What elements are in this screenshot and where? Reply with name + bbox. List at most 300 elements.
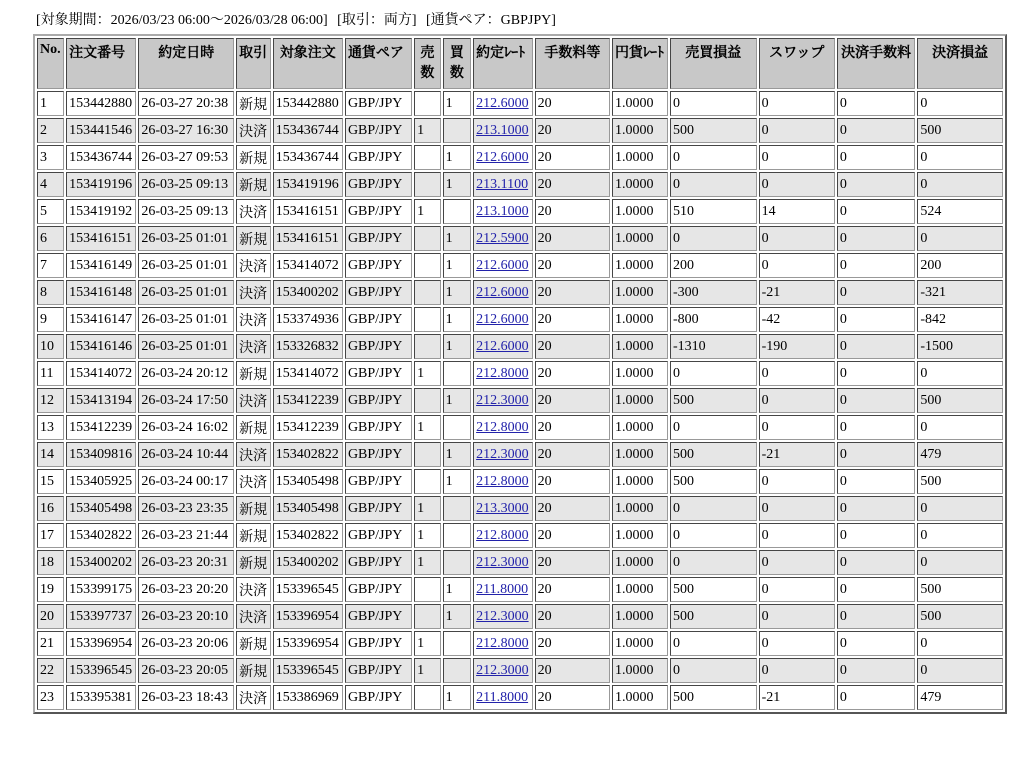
cell-buy-qty: 1 — [443, 334, 472, 359]
cell-no: 2 — [37, 118, 64, 143]
execution-rate-link[interactable]: 212.6000 — [476, 284, 529, 300]
header-col-swap: スワップ — [759, 38, 835, 89]
cell-trading-pl: 0 — [670, 550, 757, 575]
cell-sell-qty — [414, 253, 440, 278]
cell-target-order: 153436744 — [273, 118, 343, 143]
cell-trading-pl: 0 — [670, 415, 757, 440]
cell-swap: 0 — [759, 523, 835, 548]
cell-currency-pair: GBP/JPY — [345, 226, 412, 251]
cell-fee: 20 — [535, 253, 610, 278]
cell-fee: 20 — [535, 604, 610, 629]
cell-trading-pl: 0 — [670, 523, 757, 548]
cell-target-order: 153412239 — [273, 388, 343, 413]
cell-order-number: 153405925 — [66, 469, 136, 494]
cell-buy-qty: 1 — [443, 145, 472, 170]
cell-settlement-pl: 0 — [917, 631, 1003, 656]
cell-execution-datetime: 26-03-24 16:02 — [138, 415, 234, 440]
cell-sell-qty: 1 — [414, 496, 440, 521]
cell-swap: 0 — [759, 226, 835, 251]
cell-execution-rate — [473, 172, 533, 197]
cell-settlement-pl: 500 — [917, 577, 1003, 602]
table-row — [37, 415, 1003, 440]
cell-buy-qty: 1 — [443, 388, 472, 413]
cell-currency-pair: GBP/JPY — [345, 577, 412, 602]
cell-no: 9 — [37, 307, 64, 332]
cell-settlement-fee: 0 — [837, 388, 915, 413]
cell-swap: -190 — [759, 334, 835, 359]
cell-swap: 0 — [759, 469, 835, 494]
cell-swap: -42 — [759, 307, 835, 332]
cell-fee: 20 — [535, 307, 610, 332]
cell-settlement-fee: 0 — [837, 307, 915, 332]
cell-execution-datetime: 26-03-23 20:31 — [138, 550, 234, 575]
cell-trading-pl: 0 — [670, 658, 757, 683]
cell-settlement-pl: 479 — [917, 685, 1003, 710]
header-col-settlement-fee: 決済手数料 — [837, 38, 915, 89]
cell-trading-pl: 0 — [670, 496, 757, 521]
cell-execution-datetime: 26-03-27 16:30 — [138, 118, 234, 143]
cell-execution-rate — [473, 550, 533, 575]
cell-settlement-fee: 0 — [837, 199, 915, 224]
cell-execution-datetime: 26-03-25 01:01 — [138, 334, 234, 359]
cell-swap: 0 — [759, 172, 835, 197]
cell-settlement-fee: 0 — [837, 334, 915, 359]
cell-execution-datetime: 26-03-23 18:43 — [138, 685, 234, 710]
header-col-trading-pl: 売買損益 — [670, 38, 757, 89]
cell-trade-type: 決済 — [236, 253, 271, 278]
cell-buy-qty: 1 — [443, 685, 472, 710]
cell-trading-pl: 0 — [670, 172, 757, 197]
cell-sell-qty: 1 — [414, 118, 440, 143]
cell-order-number: 153413194 — [66, 388, 136, 413]
header-col-execution-rate: 約定ﾚｰﾄ — [473, 38, 533, 89]
cell-execution-datetime: 26-03-24 17:50 — [138, 388, 234, 413]
cell-trading-pl: 500 — [670, 388, 757, 413]
cell-target-order: 153400202 — [273, 550, 343, 575]
cell-execution-datetime: 26-03-23 20:05 — [138, 658, 234, 683]
cell-execution-datetime: 26-03-24 10:44 — [138, 442, 234, 467]
cell-execution-rate — [473, 523, 533, 548]
cell-settlement-fee: 0 — [837, 118, 915, 143]
table-row — [37, 550, 1003, 575]
cell-trade-type: 決済 — [236, 469, 271, 494]
execution-rate-link[interactable]: 213.1100 — [476, 176, 529, 192]
cell-currency-pair: GBP/JPY — [345, 172, 412, 197]
cell-execution-datetime: 26-03-25 09:13 — [138, 172, 234, 197]
cell-settlement-pl: 0 — [917, 523, 1003, 548]
table-row — [37, 334, 1003, 359]
cell-execution-datetime: 26-03-24 20:12 — [138, 361, 234, 386]
cell-buy-qty: 1 — [443, 226, 472, 251]
cell-settlement-pl: 0 — [917, 145, 1003, 170]
cell-jpy-rate: 1.0000 — [612, 307, 668, 332]
cell-execution-datetime: 26-03-23 20:06 — [138, 631, 234, 656]
cell-target-order: 153402822 — [273, 442, 343, 467]
cell-execution-rate — [473, 442, 533, 467]
cell-buy-qty: 1 — [443, 253, 472, 278]
cell-swap: -21 — [759, 280, 835, 305]
execution-rate-link[interactable]: 212.3000 — [476, 608, 529, 624]
cell-buy-qty: 1 — [443, 91, 472, 116]
cell-settlement-pl: 0 — [917, 91, 1003, 116]
cell-settlement-pl: 479 — [917, 442, 1003, 467]
cell-settlement-pl: 0 — [917, 658, 1003, 683]
cell-settlement-fee: 0 — [837, 658, 915, 683]
cell-swap: 0 — [759, 361, 835, 386]
cell-jpy-rate: 1.0000 — [612, 469, 668, 494]
cell-trade-type: 新規 — [236, 361, 271, 386]
cell-no: 3 — [37, 145, 64, 170]
cell-settlement-pl: -1500 — [917, 334, 1003, 359]
header-col-execution-datetime: 約定日時 — [138, 38, 234, 89]
execution-rate-link[interactable]: 212.8000 — [476, 365, 529, 381]
execution-rate-link[interactable]: 212.3000 — [476, 662, 529, 678]
cell-execution-rate — [473, 199, 533, 224]
cell-buy-qty — [443, 496, 472, 521]
cell-no: 1 — [37, 91, 64, 116]
cell-buy-qty — [443, 118, 472, 143]
execution-rate-link[interactable]: 212.3000 — [476, 554, 529, 570]
cell-sell-qty: 1 — [414, 631, 440, 656]
cell-swap: 0 — [759, 496, 835, 521]
table-row — [37, 685, 1003, 710]
cell-currency-pair: GBP/JPY — [345, 550, 412, 575]
cell-trading-pl: -800 — [670, 307, 757, 332]
execution-rate-link[interactable]: 212.8000 — [476, 473, 529, 489]
execution-rate-link[interactable]: 212.6000 — [476, 311, 529, 327]
cell-trade-type: 新規 — [236, 226, 271, 251]
cell-fee: 20 — [535, 118, 610, 143]
cell-trading-pl: 510 — [670, 199, 757, 224]
cell-target-order: 153419196 — [273, 172, 343, 197]
cell-swap: -21 — [759, 442, 835, 467]
cell-currency-pair: GBP/JPY — [345, 496, 412, 521]
cell-currency-pair: GBP/JPY — [345, 604, 412, 629]
header-col-buy-qty: 買 数 — [443, 38, 472, 89]
cell-trading-pl: 0 — [670, 226, 757, 251]
cell-no: 20 — [37, 604, 64, 629]
execution-rate-link[interactable]: 211.8000 — [476, 689, 529, 705]
cell-trade-type: 新規 — [236, 658, 271, 683]
cell-currency-pair: GBP/JPY — [345, 361, 412, 386]
cell-trade-type: 決済 — [236, 577, 271, 602]
cell-trading-pl: 500 — [670, 442, 757, 467]
execution-rate-link[interactable]: 213.3000 — [476, 500, 529, 516]
cell-execution-rate — [473, 631, 533, 656]
cell-no: 14 — [37, 442, 64, 467]
trade-history-table — [33, 34, 1007, 714]
cell-buy-qty — [443, 199, 472, 224]
cell-buy-qty — [443, 658, 472, 683]
cell-sell-qty — [414, 145, 440, 170]
cell-trade-type: 決済 — [236, 604, 271, 629]
cell-fee: 20 — [535, 577, 610, 602]
cell-no: 10 — [37, 334, 64, 359]
cell-execution-rate — [473, 577, 533, 602]
cell-trade-type: 決済 — [236, 307, 271, 332]
cell-execution-rate — [473, 226, 533, 251]
cell-sell-qty — [414, 685, 440, 710]
cell-execution-rate — [473, 118, 533, 143]
cell-target-order: 153414072 — [273, 361, 343, 386]
cell-sell-qty: 1 — [414, 550, 440, 575]
cell-no: 11 — [37, 361, 64, 386]
cell-fee: 20 — [535, 685, 610, 710]
cell-target-order: 153412239 — [273, 415, 343, 440]
cell-swap: 0 — [759, 577, 835, 602]
cell-target-order: 153326832 — [273, 334, 343, 359]
condition-pair: [通貨ペア：GBPJPY] — [426, 13, 556, 28]
execution-rate-link[interactable]: 213.1000 — [476, 122, 529, 138]
cell-settlement-pl: 500 — [917, 604, 1003, 629]
cell-no: 19 — [37, 577, 64, 602]
cell-no: 5 — [37, 199, 64, 224]
cell-execution-datetime: 26-03-23 21:44 — [138, 523, 234, 548]
cell-jpy-rate: 1.0000 — [612, 496, 668, 521]
cell-jpy-rate: 1.0000 — [612, 280, 668, 305]
cell-sell-qty: 1 — [414, 658, 440, 683]
cell-trading-pl: 500 — [670, 685, 757, 710]
cell-settlement-fee: 0 — [837, 496, 915, 521]
cell-settlement-pl: 200 — [917, 253, 1003, 278]
table-header-row — [37, 38, 1003, 89]
execution-rate-link[interactable]: 212.8000 — [476, 635, 529, 651]
cell-settlement-pl: -321 — [917, 280, 1003, 305]
cell-currency-pair: GBP/JPY — [345, 253, 412, 278]
execution-rate-link[interactable]: 211.8000 — [476, 581, 529, 597]
header-col-trade-type: 取引 — [236, 38, 271, 89]
execution-rate-link[interactable]: 212.8000 — [476, 419, 529, 435]
cell-order-number: 153397737 — [66, 604, 136, 629]
cell-settlement-pl: 0 — [917, 415, 1003, 440]
cell-trade-type: 決済 — [236, 334, 271, 359]
table-row — [37, 91, 1003, 116]
cell-fee: 20 — [535, 199, 610, 224]
cell-sell-qty: 1 — [414, 415, 440, 440]
cell-fee: 20 — [535, 388, 610, 413]
cell-fee: 20 — [535, 523, 610, 548]
cell-trading-pl: 500 — [670, 118, 757, 143]
cell-order-number: 153396545 — [66, 658, 136, 683]
cell-swap: 0 — [759, 91, 835, 116]
cell-jpy-rate: 1.0000 — [612, 442, 668, 467]
cell-trade-type: 決済 — [236, 280, 271, 305]
cell-execution-rate — [473, 307, 533, 332]
cell-target-order: 153396954 — [273, 631, 343, 656]
cell-fee: 20 — [535, 631, 610, 656]
cell-swap: -21 — [759, 685, 835, 710]
cell-execution-datetime: 26-03-23 20:10 — [138, 604, 234, 629]
table-row — [37, 604, 1003, 629]
table-row — [37, 658, 1003, 683]
cell-jpy-rate: 1.0000 — [612, 577, 668, 602]
header-col-no: No. — [37, 38, 64, 89]
cell-fee: 20 — [535, 442, 610, 467]
cell-no: 22 — [37, 658, 64, 683]
cell-currency-pair: GBP/JPY — [345, 469, 412, 494]
cell-jpy-rate: 1.0000 — [612, 415, 668, 440]
cell-target-order: 153386969 — [273, 685, 343, 710]
condition-trade: [取引：両方] — [337, 13, 417, 28]
cell-settlement-fee: 0 — [837, 226, 915, 251]
cell-jpy-rate: 1.0000 — [612, 334, 668, 359]
cell-currency-pair: GBP/JPY — [345, 334, 412, 359]
table-row — [37, 469, 1003, 494]
cell-execution-datetime: 26-03-24 00:17 — [138, 469, 234, 494]
cell-execution-datetime: 26-03-23 20:20 — [138, 577, 234, 602]
table-row — [37, 307, 1003, 332]
cell-execution-rate — [473, 604, 533, 629]
cell-swap: 0 — [759, 145, 835, 170]
cell-trading-pl: 0 — [670, 91, 757, 116]
cell-currency-pair: GBP/JPY — [345, 91, 412, 116]
execution-rate-link[interactable]: 212.6000 — [476, 149, 529, 165]
cell-trade-type: 決済 — [236, 199, 271, 224]
cell-jpy-rate: 1.0000 — [612, 118, 668, 143]
cell-trading-pl: -300 — [670, 280, 757, 305]
cell-jpy-rate: 1.0000 — [612, 388, 668, 413]
execution-rate-link[interactable]: 213.1000 — [476, 203, 529, 219]
cell-buy-qty: 1 — [443, 469, 472, 494]
cell-settlement-pl: 500 — [917, 388, 1003, 413]
cell-settlement-pl: 0 — [917, 550, 1003, 575]
cell-execution-rate — [473, 361, 533, 386]
cell-execution-rate — [473, 469, 533, 494]
cell-jpy-rate: 1.0000 — [612, 253, 668, 278]
cell-execution-rate — [473, 280, 533, 305]
cell-swap: 0 — [759, 253, 835, 278]
cell-swap: 0 — [759, 415, 835, 440]
cell-no: 16 — [37, 496, 64, 521]
cell-buy-qty — [443, 631, 472, 656]
cell-target-order: 153396545 — [273, 577, 343, 602]
cell-currency-pair: GBP/JPY — [345, 685, 412, 710]
cell-swap: 0 — [759, 631, 835, 656]
cell-target-order: 153436744 — [273, 145, 343, 170]
table-row — [37, 496, 1003, 521]
execution-rate-link[interactable]: 212.6000 — [476, 338, 529, 354]
cell-fee: 20 — [535, 334, 610, 359]
cell-sell-qty — [414, 469, 440, 494]
cell-order-number: 153409816 — [66, 442, 136, 467]
cell-fee: 20 — [535, 145, 610, 170]
cell-order-number: 153416148 — [66, 280, 136, 305]
cell-execution-datetime: 26-03-27 20:38 — [138, 91, 234, 116]
cell-target-order: 153374936 — [273, 307, 343, 332]
cell-fee: 20 — [535, 91, 610, 116]
cell-settlement-fee: 0 — [837, 577, 915, 602]
cell-no: 4 — [37, 172, 64, 197]
cell-target-order: 153396545 — [273, 658, 343, 683]
cell-settlement-pl: 0 — [917, 496, 1003, 521]
cell-jpy-rate: 1.0000 — [612, 685, 668, 710]
cell-trade-type: 新規 — [236, 145, 271, 170]
cell-execution-datetime: 26-03-27 09:53 — [138, 145, 234, 170]
cell-trading-pl: -1310 — [670, 334, 757, 359]
cell-no: 21 — [37, 631, 64, 656]
cell-settlement-fee: 0 — [837, 91, 915, 116]
cell-settlement-fee: 0 — [837, 469, 915, 494]
cell-trading-pl: 500 — [670, 469, 757, 494]
cell-execution-datetime: 26-03-23 23:35 — [138, 496, 234, 521]
cell-trade-type: 新規 — [236, 550, 271, 575]
table-row — [37, 226, 1003, 251]
cell-execution-rate — [473, 145, 533, 170]
table-row — [37, 631, 1003, 656]
cell-buy-qty — [443, 523, 472, 548]
cell-sell-qty: 1 — [414, 523, 440, 548]
table-row — [37, 361, 1003, 386]
cell-buy-qty: 1 — [443, 577, 472, 602]
cell-order-number: 153402822 — [66, 523, 136, 548]
cell-execution-datetime: 26-03-25 01:01 — [138, 226, 234, 251]
cell-order-number: 153399175 — [66, 577, 136, 602]
cell-jpy-rate: 1.0000 — [612, 172, 668, 197]
cell-settlement-pl: 0 — [917, 172, 1003, 197]
cell-currency-pair: GBP/JPY — [345, 199, 412, 224]
cell-order-number: 153405498 — [66, 496, 136, 521]
cell-no: 13 — [37, 415, 64, 440]
cell-order-number: 153416147 — [66, 307, 136, 332]
cell-jpy-rate: 1.0000 — [612, 604, 668, 629]
cell-trade-type: 新規 — [236, 415, 271, 440]
cell-no: 12 — [37, 388, 64, 413]
table-row — [37, 253, 1003, 278]
execution-rate-link[interactable]: 212.6000 — [476, 95, 529, 111]
cell-no: 8 — [37, 280, 64, 305]
cell-target-order: 153416151 — [273, 226, 343, 251]
cell-trading-pl: 0 — [670, 145, 757, 170]
cell-settlement-pl: 500 — [917, 118, 1003, 143]
cell-settlement-pl: 0 — [917, 361, 1003, 386]
cell-trading-pl: 0 — [670, 631, 757, 656]
cell-target-order: 153396954 — [273, 604, 343, 629]
cell-currency-pair: GBP/JPY — [345, 307, 412, 332]
cell-fee: 20 — [535, 415, 610, 440]
cell-trade-type: 決済 — [236, 685, 271, 710]
cell-buy-qty: 1 — [443, 307, 472, 332]
table-row — [37, 388, 1003, 413]
execution-rate-link[interactable]: 212.3000 — [476, 446, 529, 462]
cell-sell-qty — [414, 604, 440, 629]
cell-settlement-fee: 0 — [837, 145, 915, 170]
table-row — [37, 523, 1003, 548]
cell-swap: 0 — [759, 118, 835, 143]
cell-target-order: 153416151 — [273, 199, 343, 224]
cell-jpy-rate: 1.0000 — [612, 658, 668, 683]
cell-sell-qty — [414, 307, 440, 332]
table-row — [37, 442, 1003, 467]
header-col-fee: 手数料等 — [535, 38, 610, 89]
execution-rate-link[interactable]: 212.8000 — [476, 527, 529, 543]
cell-buy-qty — [443, 361, 472, 386]
cell-jpy-rate: 1.0000 — [612, 199, 668, 224]
header-col-sell-qty: 売 数 — [414, 38, 440, 89]
cell-buy-qty: 1 — [443, 604, 472, 629]
cell-swap: 0 — [759, 658, 835, 683]
execution-rate-link[interactable]: 212.5900 — [476, 230, 529, 246]
execution-rate-link[interactable]: 212.3000 — [476, 392, 529, 408]
header-col-order-number: 注文番号 — [66, 38, 136, 89]
table-row — [37, 280, 1003, 305]
execution-rate-link[interactable]: 212.6000 — [476, 257, 529, 273]
cell-swap: 0 — [759, 604, 835, 629]
cell-execution-datetime: 26-03-25 09:13 — [138, 199, 234, 224]
cell-trading-pl: 0 — [670, 361, 757, 386]
cell-order-number: 153396954 — [66, 631, 136, 656]
cell-trading-pl: 500 — [670, 604, 757, 629]
cell-settlement-fee: 0 — [837, 280, 915, 305]
